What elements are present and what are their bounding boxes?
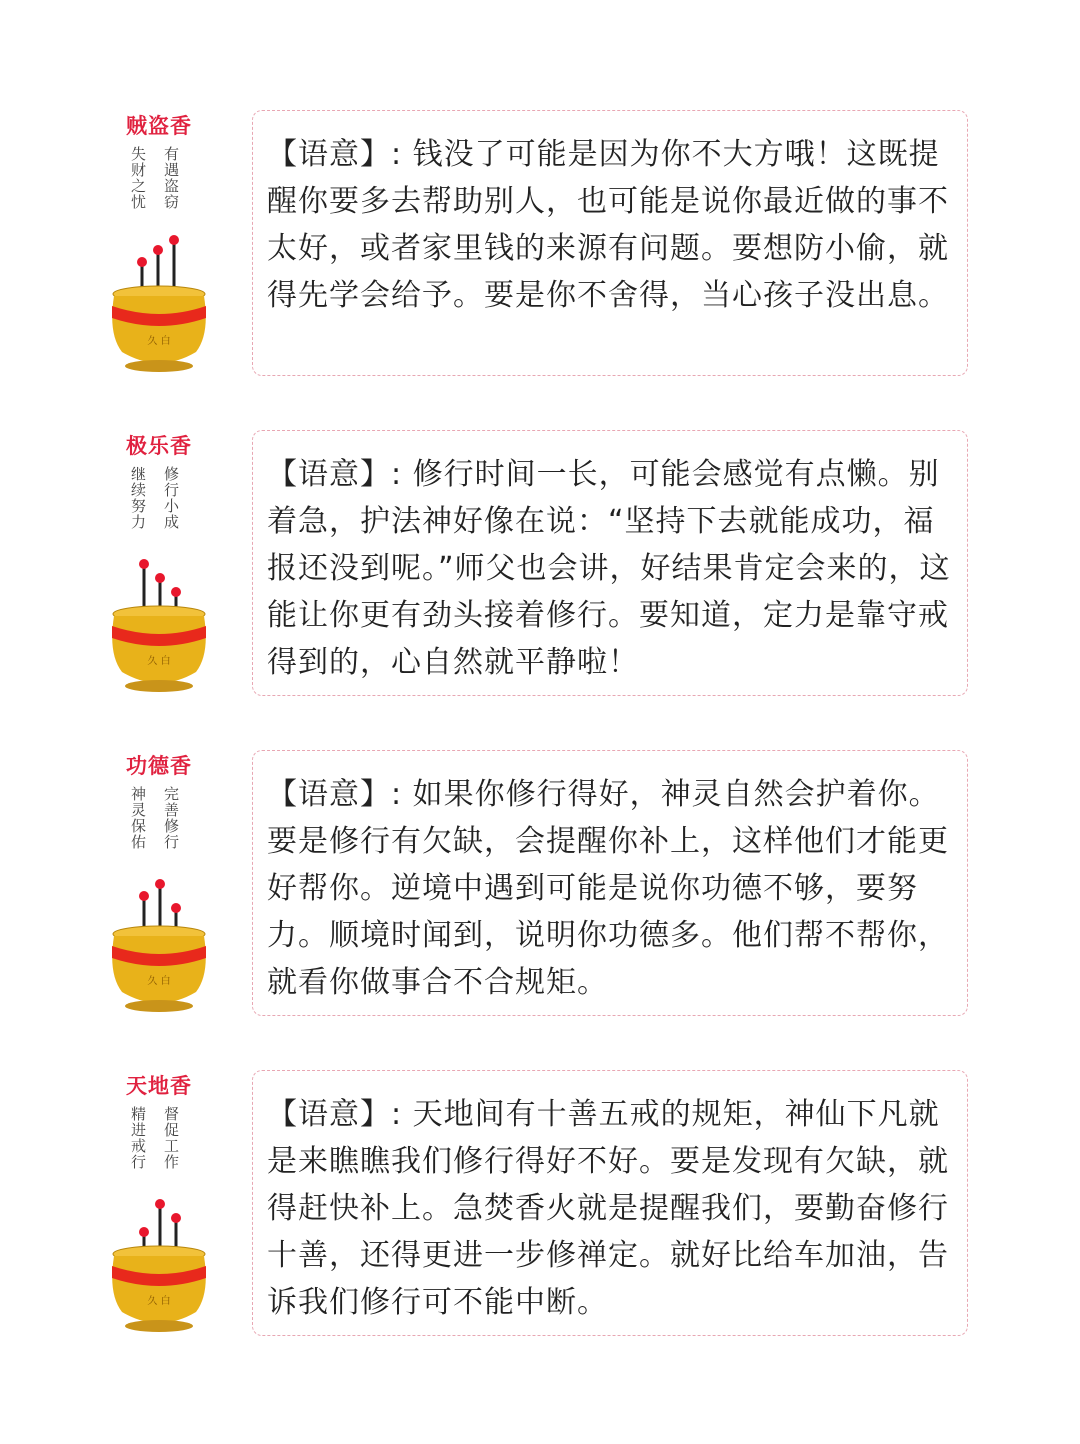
incense-section <box>0 1070 1080 1370</box>
incense-subtitle-left: 失财之忧 <box>129 146 147 210</box>
svg-text:久 白: 久 白 <box>147 1296 171 1307</box>
incense-label-column <box>100 1070 218 1350</box>
svg-text:久 白: 久 白 <box>147 656 171 667</box>
svg-text:久 白: 久 白 <box>147 336 171 347</box>
incense-burner-icon <box>104 234 214 384</box>
incense-title: 贼盗香 <box>126 114 192 138</box>
incense-label-column <box>100 750 218 1030</box>
incense-subtitle-left: 精进戒行 <box>129 1106 147 1170</box>
incense-title: 天地香 <box>126 1074 192 1098</box>
incense-label-column <box>100 430 218 710</box>
meaning-text: 【语意】: 修行时间一长，可能会感觉有点懒。别着急，护法神好像在说：“坚持下去就能成功，福报还没到呢。”师父也会讲，好结果肯定会来的，这能让你更有劲头接着修行。要知道，定力是靠守戒得到的，心自然就平静啦！ <box>267 457 951 680</box>
incense-section <box>0 430 1080 730</box>
meaning-text: 【语意】: 钱没了可能是因为你不大方哦！这既提醒你要多去帮助别人，也可能是说你最近做的事不太好，或者家里钱的来源有问题。要想防小偷，就得先学会给予。要是你不舍得，当心孩子没出息。 <box>267 137 949 313</box>
incense-subtitle-left: 神灵保佑 <box>129 786 147 850</box>
incense-title: 极乐香 <box>126 434 192 458</box>
incense-burner-icon <box>104 874 214 1024</box>
meaning-card <box>252 750 968 1016</box>
incense-burner-icon <box>104 554 214 704</box>
incense-subtitle-left: 继续努力 <box>129 466 147 530</box>
meaning-text: 【语意】: 如果你修行得好，神灵自然会护着你。要是修行有欠缺，会提醒你补上，这样他们才能更好帮你。逆境中遇到可能是说你功德不够，要努力。顺境时闻到，说明你功德多。他们帮不帮你，就看你做事合不合规矩。 <box>267 777 949 1000</box>
svg-text:久 白: 久 白 <box>147 976 171 987</box>
incense-subtitle-right: 督促工作 <box>162 1106 180 1170</box>
incense-subtitle-right: 完善修行 <box>162 786 180 850</box>
meaning-card <box>252 1070 968 1336</box>
incense-subtitle-right: 修行小成 <box>162 466 180 530</box>
incense-section <box>0 110 1080 410</box>
meaning-card <box>252 430 968 696</box>
meaning-card <box>252 110 968 376</box>
incense-label-column <box>100 110 218 390</box>
incense-burner-icon <box>104 1194 214 1344</box>
incense-section <box>0 750 1080 1050</box>
incense-title: 功德香 <box>126 754 192 778</box>
incense-subtitle-right: 有遇盗窃 <box>162 146 180 210</box>
meaning-text: 【语意】: 天地间有十善五戒的规矩，神仙下凡就是来瞧瞧我们修行得好不好。要是发现有欠缺，就得赶快补上。急焚香火就是提醒我们，要勤奋修行十善，还得更进一步修禅定。就好比给车加油，告诉我们修行可不能中断。 <box>267 1097 949 1320</box>
